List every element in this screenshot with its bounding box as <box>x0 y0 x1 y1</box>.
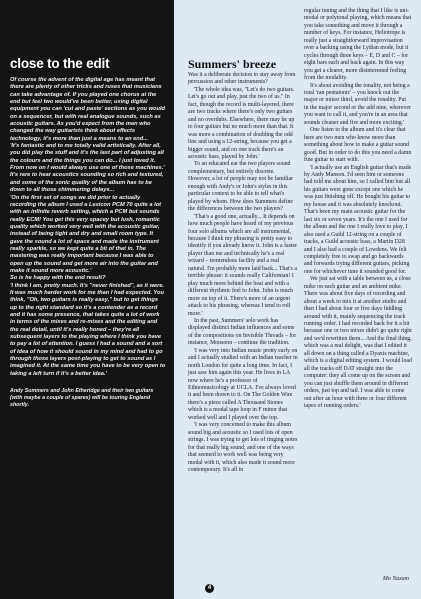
article-column-1 <box>188 72 298 474</box>
sidebar-paragraph: It's rare to hear acoustics sounding so rich and textured, and some of the sonic quality of the album has to be down to all those shimmering delays... <box>10 172 164 194</box>
article-title: Summers' breeze <box>188 57 277 71</box>
article-paragraph: One listen to the album and it's clear that here are two men who know more than something about how to make a guitar sound good. But in order to do this you need a damn fine guitar to start with. <box>304 127 412 164</box>
article-paragraph: 'That's a good one, actually... It depends on how much people have heard of my previous four solo albums which are all instrumental, because I think my phrasing is pretty easy to identify if you already know it. John is a faster player than me and technically he's a real wizard – tremendous facility and a real natural. I'm probably more laid back... That's a terrible phrase: it sounds really Californian! I play much more behind the beat and with a different rhythmic feel to John. John is much more on top of it. There's more of an urgent attack to his phrasing, whereas I tend to roll more.' <box>188 213 298 317</box>
sidebar-title: close to the edit <box>10 56 110 71</box>
article-paragraph: We just sat with a table between us, a close mike on each guitar and an ambient mike. There was about five days of recording and about a week to mix it at another studio and then I had about four or five days fiddling around with it, mainly sequencing the track running order. I had recorded back for it a bit because one or two mixes didn't go quite right and we'd rewritten them... And the final thing, which was a real delight, was that I edited it all down on a thing called a Dyaxis machine, which is a digital editing system. I would load all the tracks off DAT straight into the computer: they all come up on the screen and you can just shuffle them around in different orders, just top and tail. I was able to come out after an hour with three or four different tapes of running orders.' <box>304 276 412 410</box>
sidebar-paragraph: 'I think I am, pretty much. It's "never finished", as it were. It was much harder work for me than I had expected. You think, "Oh, two guitars is really easy," but to get things up to the right standard so it's a contender as a record and it has some presence, that takes quite a lot of work in terms of the mixes and re-mixes and the editing and the real detail, until it's really honed – they're all subsequent layers to the playing where I think you have to pay a lot of attention. I guess I had a sound and a sort of idea of how it should sound in my mind and had to go through those layers post-playing to get to sound as I imagined it. At the same time you have to be very open to taking a left turn if it's a better idea.' <box>10 282 166 377</box>
article-paragraph: Was it a deliberate decision to stay away from percussion and other instruments? <box>188 72 296 86</box>
author-byline: Mo Nazam <box>382 576 409 582</box>
sidebar-footer: Andy Summers and John Etheridge and their two guitars (with maybe a couple of spares) will be touring England shortly. <box>10 388 154 408</box>
sidebar-body <box>10 77 166 378</box>
sidebar-paragraph: 'It's fantastic and to me totally valid artistically. After all, you did play the stuff and it's the last part of adjusting all the colours and the things you can do... I just loved it. From now on I would always use one of those machines.' <box>10 143 165 172</box>
sidebar-paragraph: 'On the first set of songs we did prior to actually recording the album I used a Lexicon PCM 70 quite a lot with an infinite reverb setting, which a PCM but sounds really ECM! You get this very spacey but lush, romantic quality which worked very well with the acoustic guitar, instead of being tight and dry and small room type. It gave the sound a lot of space and made the instrument really sparkle, so we kept quite a bit of that in. The mastering was really important because I was able to open up the sound and get more air into the guitar and make it sound more acoustic.' <box>10 194 162 274</box>
sidebar-paragraph: Of course the advent of the digital age has meant that there are plenty of other tricks and ruses that musicians can take advantage of. If you played one chorus at the end but feel two would've been better, using digital equipment you can 'cut and paste' sections as you would on a sequencer, but with real analogue sounds, such as acoustic guitars. As you'd expect from the man who changed the way guitarists think about effects technology, it's more than just a means to an end... <box>10 77 166 142</box>
article-paragraph: regular tuning and the thing that I like is uni-modal or polytonal playing, which means that you take something and move it through a number of keys. For instance, Heliotrope is really just a straightforward improvisation over a backing using the Lydian mode, but it cycles through three keys – E, D and C – for eight bars each and back again. In this way you get a clearer, more disinterested feeling from the modality. <box>304 8 412 82</box>
sidebar-paragraph: So is he happy with the end result? <box>10 275 106 282</box>
article-paragraph: 'I was very concerned to make this album sound big and acoustic so I used lots of open strings. I was trying to get lots of ringing notes for that really big sound, and one of the ways that seemed to work well was being very modal with it, which also made it sound more contemporary. It's all in <box>188 422 298 474</box>
article-area <box>174 0 421 599</box>
page-number-badge: 4 <box>205 584 214 593</box>
article-paragraph: 'The whole idea was, "Let's do two guitars. Let's go out and play, just the two of us." In fact, though the record is multi-layered, there are two tracks where there's only two guitars and no overdubs. Elsewhere, there may be up to four guitars but no much more than that. It was more a combination of doubling the odd line and using a 12-string, because you get a bigger sound, and on one track there's an acoustic bass, played by John.' <box>188 86 295 160</box>
article-paragraph: In the past, Summers' solo work has displayed distinct Indian influences and some of the compositions on Invisible Threads – for instance, Monsoon – continue the tradition. <box>188 317 297 347</box>
article-paragraph: 'I actually use an English guitar that's made by Andy Manson. I'd seen him or someone had told me about him, so I called him but all his guitars were gone except one which he was just finishing off. He bought his guitar to my house and it was absolutely knockout. That's been my main acoustic guitar for the last six or seven years. It's the one I used for the album and the one I really love to play. I also used a Guild 12-string on a couple of tracks, a Guild acoustic bass, a Martin D28 and I also had a couple of Lowdens. We felt completely free to swap and go backwards and forwards trying different guitars, picking one for whichever tune it sounded good for. <box>304 164 412 275</box>
sidebar-column <box>0 0 174 599</box>
article-paragraph: It's about avoiding the tonality, not being a total 'ran pentatonic' – you knock out the major or minor third, avoid the tonality. Put in the major second or the add nine, wherever you want to call it, and you're in an area that sounds cleaner and fire and more exciting.' <box>304 82 411 126</box>
article-column-2 <box>304 8 412 410</box>
article-paragraph: To an educated ear the two players sound complementary, but entirely discrete. However, a lot of people may not be familiar enough with Andy's or John's styles in this particular context to be able to tell what's played by whom. How does Summers define the differences between the two players? <box>188 161 294 213</box>
article-paragraph: 'I was very into Indian music pretty early on and I actually studied with an Indian teacher in north London for quite a long time. In fact, I just saw him again this year. He lives in LA now where he's a professor of Ethnomusicology at UCLA. I've always loved it and been drawn to it. On The Golden Wire there's a piece called A Thousand Stones which is a modal tape loop in F minor that worked well and I played over the top. <box>188 347 298 421</box>
